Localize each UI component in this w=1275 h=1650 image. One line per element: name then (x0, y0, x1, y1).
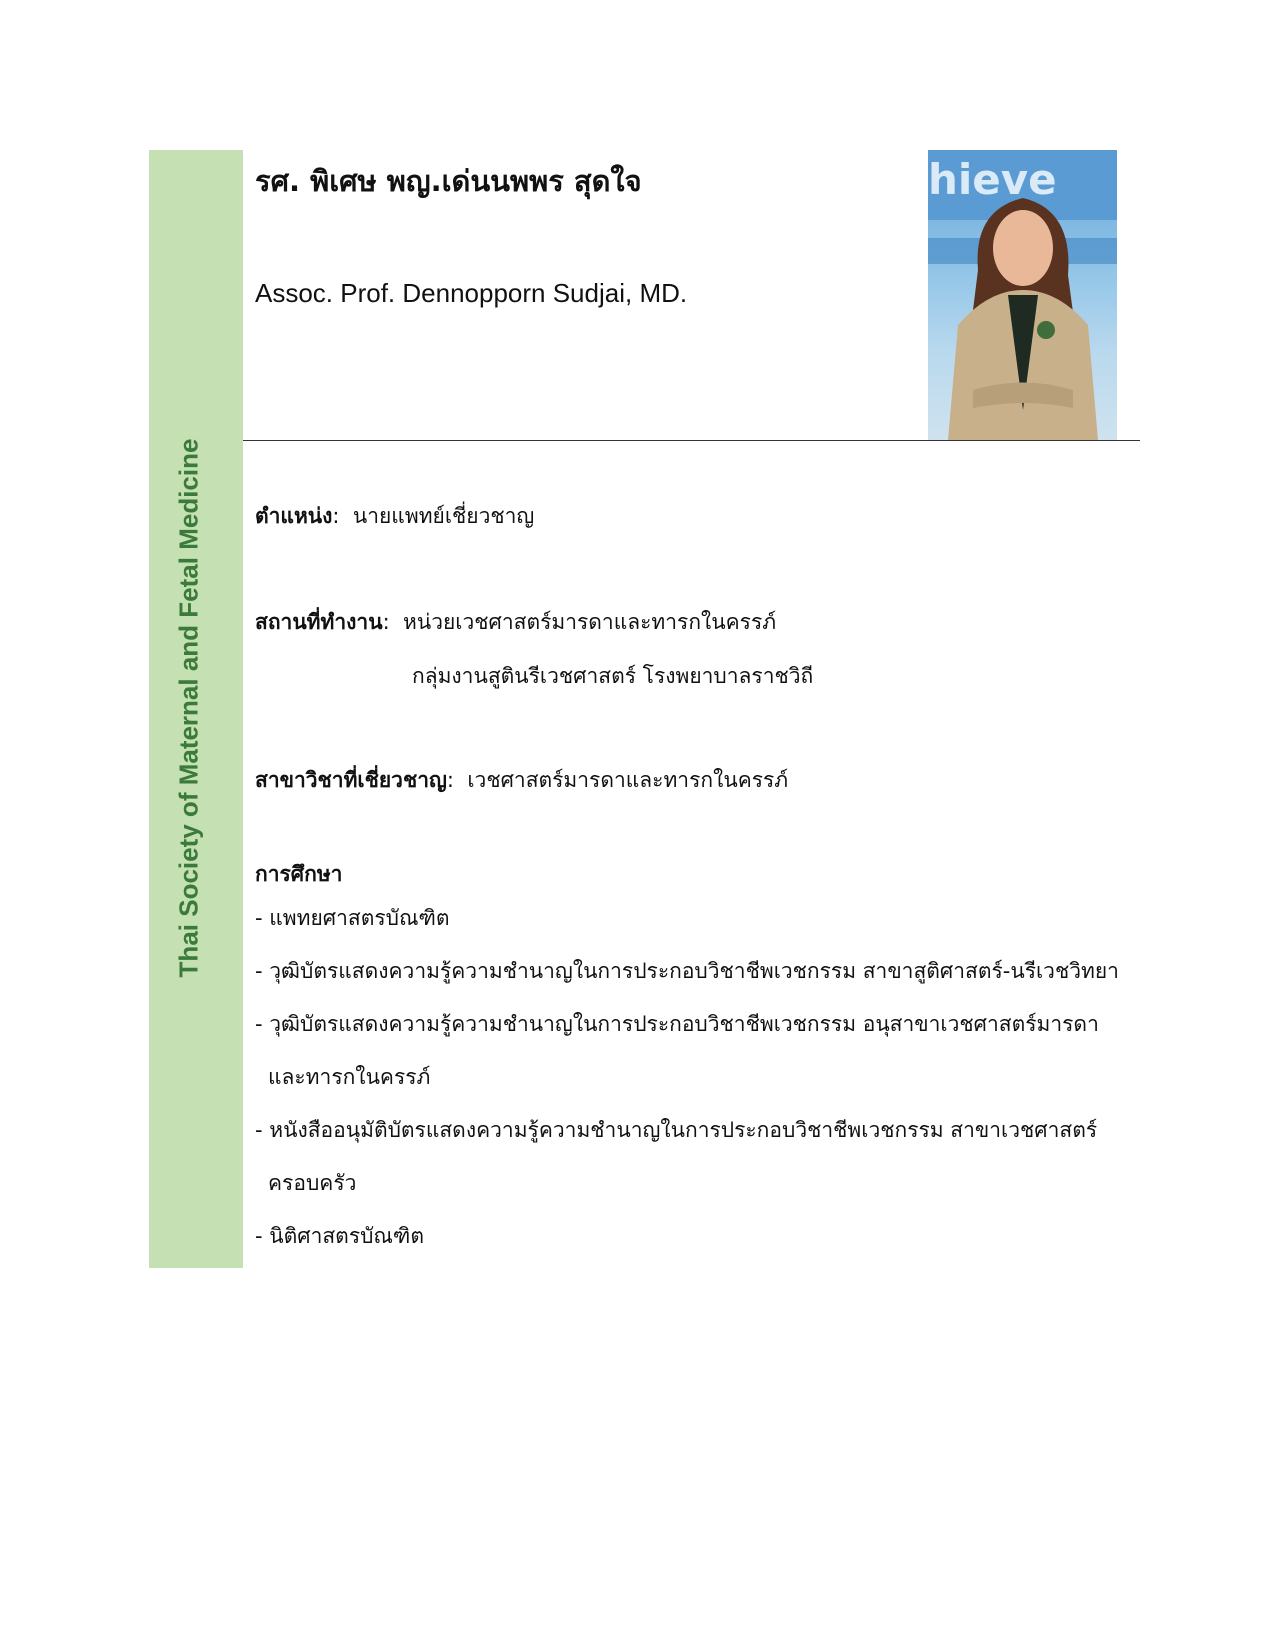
education-line: - แพทยศาสตรบัณฑิต (255, 906, 450, 930)
workplace-value-line2: กลุ่มงานสูตินรีเวชศาสตร์ โรงพยาบาลราชวิถี (412, 664, 814, 688)
profile-photo (928, 150, 1117, 440)
specialty-value: เวชศาสตร์มารดาและทารกในครรภ์ (467, 768, 789, 792)
sidebar-society-name: Thai Society of Maternal and Fetal Medicine (173, 438, 204, 978)
workplace-label: สถานที่ทำงาน (255, 610, 383, 634)
workplace-colon: : (382, 610, 403, 634)
workplace-value-line1: หน่วยเวชศาสตร์มารดาและทารกในครรภ์ (403, 610, 777, 634)
position-colon: : (332, 504, 353, 528)
education-line: - วุฒิบัตรแสดงความรู้ความชำนาญในการประกอบวิชาชีพเวชกรรม อนุสาขาเวชศาสตร์มารดา (255, 1012, 1099, 1036)
name-thai: รศ. พิเศษ พญ.เด่นนพพร สุดใจ (255, 164, 642, 198)
header-divider (243, 440, 1140, 441)
portrait-illustration (928, 150, 1117, 440)
specialty-label: สาขาวิชาที่เชี่ยวชาญ (255, 768, 447, 792)
name-english: Assoc. Prof. Dennopporn Sudjai, MD. (255, 278, 688, 308)
specialty-colon: : (446, 768, 468, 792)
education-line: - นิติศาสตรบัณฑิต (255, 1224, 424, 1248)
education-title: การศึกษา (255, 862, 343, 886)
workplace-row (255, 606, 776, 639)
position-label: ตำแหน่ง (255, 504, 333, 528)
position-value: นายแพทย์เชี่ยวชาญ (352, 504, 535, 528)
specialty-row (255, 764, 788, 797)
education-line: - หนังสืออนุมัติบัตรแสดงความรู้ความชำนาญในการประกอบวิชาชีพเวชกรรม สาขาเวชศาสตร์ (255, 1118, 1098, 1142)
education-line: ครอบครัว (268, 1171, 357, 1195)
position-row (255, 500, 534, 533)
education-line: - วุฒิบัตรแสดงความรู้ความชำนาญในการประกอบวิชาชีพเวชกรรม สาขาสูติศาสตร์-นรีเวชวิทยา (255, 959, 1119, 983)
photo-banner-text: hieve (928, 155, 1057, 204)
education-line: และทารกในครรภ์ (268, 1065, 431, 1089)
